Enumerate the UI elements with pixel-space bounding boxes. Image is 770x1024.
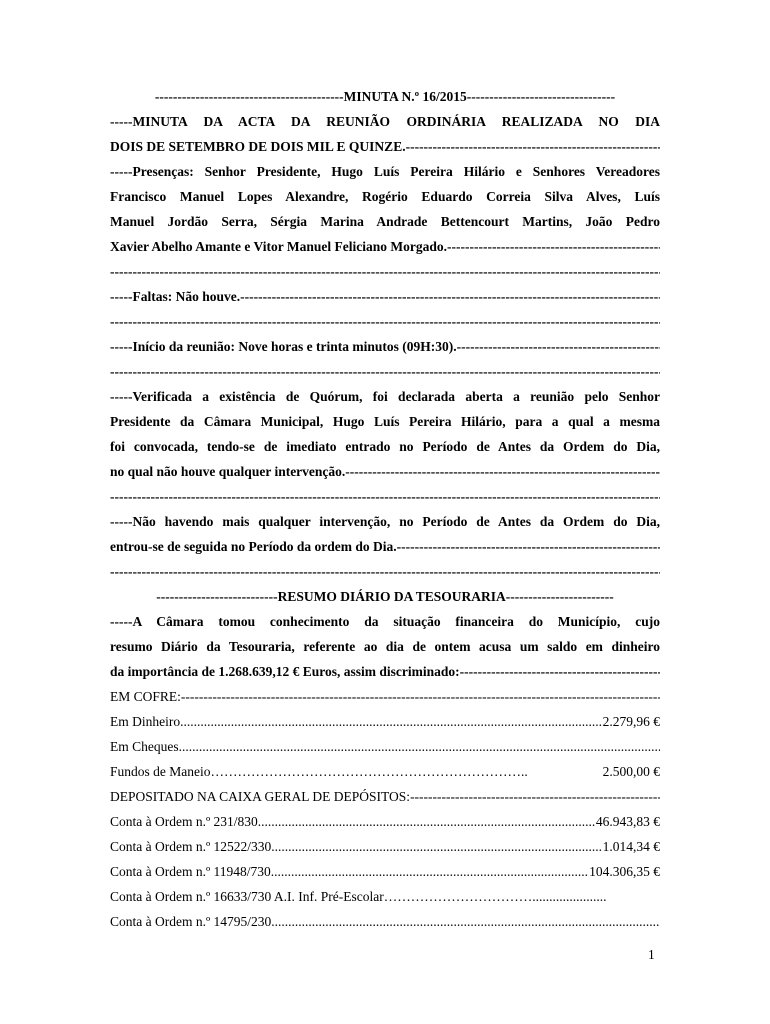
ledger-leader: …………………………………………………………….. — [210, 764, 528, 779]
attendance-line-1: -----Presenças: Senhor Presidente, Hugo Luís Pereira Hilário e Senhores Vereadores — [110, 164, 660, 179]
ledger-label: Conta à Ordem n.º 11948/730 — [110, 864, 271, 879]
em-cofre-line — [110, 684, 660, 709]
heading-text: DOIS DE SETEMBRO DE DOIS MIL E QUINZE. — [110, 139, 406, 154]
minute-heading-line-2 — [110, 134, 660, 159]
page-number: 1 — [648, 947, 655, 962]
absences-text: -----Faltas: Não houve. — [110, 289, 241, 304]
ledger-label: Conta à Ordem n.º 231/830 — [110, 814, 258, 829]
minute-heading-line-1: -----MINUTA DA ACTA DA REUNIÃO ORDINÁRIA REALIZADA NO DIA — [110, 114, 660, 129]
ledger-row-conta-4 — [110, 884, 660, 909]
ledger-amount: 2.500,00 € — [602, 764, 660, 779]
quorum-line-3: foi convocada, tendo-se de imediato entrado no Período de Antes da Ordem do Dia, — [110, 439, 660, 454]
separator-line — [110, 484, 660, 509]
agenda-line-2 — [110, 534, 660, 559]
ledger-amount: 104.306,35 € — [589, 864, 660, 879]
ledger-row-conta-1 — [110, 809, 660, 834]
ledger-amount: 46.943,83 € — [595, 814, 660, 829]
quorum-line-1: -----Verificada a existência de Quórum, foi declarada aberta a reunião pelo Senhor — [110, 389, 660, 404]
agenda-text: entrou-se de seguida no Período da ordem do Dia. — [110, 539, 397, 554]
treasury-title: ---------------------------RESUMO DIÁRIO DA TESOURARIA------------------------ — [156, 589, 614, 604]
attendance-text: Xavier Abelho Amante e Vitor Manuel Feliciano Morgado. — [110, 239, 447, 254]
attendance-line-2: Francisco Manuel Lopes Alexandre, Rogério Eduardo Correia Silva Alves, Luís — [110, 189, 660, 204]
ledger-label: Fundos de Maneio — [110, 764, 211, 779]
separator-line — [110, 259, 660, 284]
separator-line — [110, 559, 660, 584]
ledger-label: Conta à Ordem n.º 16633/730 A.I. Inf. Pré-Escolar — [110, 889, 384, 904]
ledger-row-maneio — [110, 759, 660, 784]
meeting-start-line — [110, 334, 660, 359]
ledger-leader: ……………………………...................... — [383, 889, 607, 904]
cgd-label: DEPOSITADO NA CAIXA GERAL DE DEPÓSITOS: — [110, 789, 411, 804]
separator-line — [110, 309, 660, 334]
ledger-row-conta-5 — [110, 909, 660, 934]
treasury-line-2: resumo Diário da Tesouraria, referente ao dia de ontem acusa um saldo em dinheiro — [110, 639, 660, 654]
meeting-start-text: -----Início da reunião: Nove horas e trinta minutos (09H:30). — [110, 339, 457, 354]
treasury-line-1: -----A Câmara tomou conhecimento da situação financeira do Município, cujo — [110, 614, 660, 629]
treasury-line-3 — [110, 659, 660, 684]
quorum-line-2: Presidente da Câmara Municipal, Hugo Luís Pereira Hilário, para a qual a mesma — [110, 414, 660, 429]
ledger-label: Conta à Ordem n.º 12522/330 — [110, 839, 272, 854]
cgd-line — [110, 784, 660, 809]
agenda-line-1: -----Não havendo mais qualquer intervenção, no Período de Antes da Ordem do Dia, — [110, 514, 660, 529]
ledger-label: Conta à Ordem n.º 14795/230 — [110, 914, 272, 929]
quorum-text: no qual não houve qualquer intervenção. — [110, 464, 346, 479]
ledger-row-conta-3 — [110, 859, 660, 884]
quorum-line-4 — [110, 459, 660, 484]
ledger-amount: 1.014,34 € — [602, 839, 660, 854]
attendance-line-3: Manuel Jordão Serra, Sérgia Marina Andrade Bettencourt Martins, João Pedro — [110, 214, 660, 229]
minute-number-line: ------------------------------------------MINUTA N.º 16/2015--------------------------------- — [154, 89, 616, 104]
ledger-row-conta-2 — [110, 834, 660, 859]
treasury-text: da importância de 1.268.639,12 € Euros, assim discriminado: — [110, 664, 460, 679]
document-page — [110, 84, 660, 934]
separator-line — [110, 359, 660, 384]
ledger-amount: 2.279,96 € — [602, 714, 660, 729]
attendance-line-4 — [110, 234, 660, 259]
em-cofre-label: EM COFRE: — [110, 689, 181, 704]
absences-line — [110, 284, 660, 309]
ledger-row-cheques — [110, 734, 660, 759]
ledger-label: Em Cheques — [110, 739, 179, 754]
ledger-label: Em Dinheiro — [110, 714, 181, 729]
ledger-row-dinheiro — [110, 709, 660, 734]
